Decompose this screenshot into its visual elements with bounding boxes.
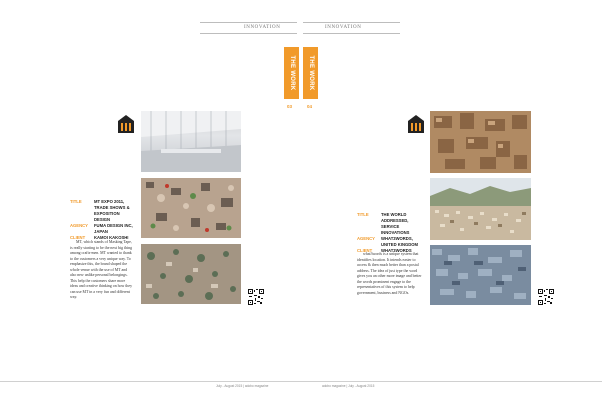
aerial-city-photo xyxy=(430,245,531,305)
header-rule-left xyxy=(200,22,297,23)
tape-wall-photo xyxy=(141,178,241,238)
aerial-rooftops-photo xyxy=(430,111,531,173)
right-article-body: what3words is a unique system that identifies location. It intends easier to access & then much better than a postal address. The idea of just type the word gives you an other more image and better the words prominent engage to the representatives of this system to help government, business and NGOs. xyxy=(357,252,422,295)
meta-value: MT EXPO 2011, TRADE SHOWS & EXPOSITION DESIGN xyxy=(94,199,130,222)
right-article-meta xyxy=(357,212,427,254)
meta-value: WHAT3WORDS, UNITED KINGDOM xyxy=(381,236,418,247)
meta-key: AGENCY xyxy=(70,223,88,228)
section-label-right: INNOVATION xyxy=(325,25,362,30)
header-rule-left-2 xyxy=(200,33,297,34)
section-label-left: INNOVATION xyxy=(244,25,281,30)
header-rule-right xyxy=(303,22,400,23)
meta-value: KAMOI KAKOSHI xyxy=(94,235,129,240)
tab-label-right: THE WORK xyxy=(307,55,314,91)
footer-right: adobo magazine | July - August 2015 xyxy=(322,384,375,388)
page-number-right: 04 xyxy=(307,104,313,109)
meta-key: TITLE xyxy=(70,199,82,204)
pencil-logo-icon-right xyxy=(408,115,424,133)
meta-value: WHAT3WORDS xyxy=(381,248,412,253)
meta-value: THE WORLD ADDRESSED, SERVICE INNOVATIONS xyxy=(381,212,410,235)
meta-row-agency xyxy=(357,236,427,248)
qr-code-icon-right xyxy=(538,289,554,305)
meta-key: AGENCY xyxy=(357,236,375,241)
footer-left: July - August 2015 | adobo magazine xyxy=(216,384,269,388)
tab-label-left: THE WORK xyxy=(288,55,295,91)
qr-code-icon-left xyxy=(248,289,264,305)
left-article-meta xyxy=(70,199,136,241)
meta-row-title xyxy=(70,199,136,223)
meta-key: CLIENT xyxy=(357,248,373,253)
meta-key: TITLE xyxy=(357,212,369,217)
tape-patterns-photo xyxy=(141,244,241,304)
meta-value: FUMA DESIGN INC, JAPAN xyxy=(94,223,133,234)
hillside-city-photo xyxy=(430,178,531,240)
page-number-left: 03 xyxy=(287,104,293,109)
meta-row-agency xyxy=(70,223,136,235)
meta-row-title xyxy=(357,212,427,236)
meta-key: CLIENT xyxy=(70,235,86,240)
expo-venue-photo xyxy=(141,111,241,172)
header-rule-right-2 xyxy=(303,33,400,34)
footer-rule xyxy=(0,381,602,382)
the-work-tab-right xyxy=(303,47,318,99)
left-article-body: MT, which stands of Masking Tape, is really starting to be the next big thing among crafts-men. MT wanted to thank to the customers a very unique way. To emphasize this, the brand shaped the whole venue with the use of MT and also new unlike personal belongings. This help the customers share more ideas and creative thinking on how they can use MT in a very fun and different way. xyxy=(70,240,133,299)
the-work-tab-left xyxy=(284,47,299,99)
pencil-logo-icon-left xyxy=(118,115,134,133)
